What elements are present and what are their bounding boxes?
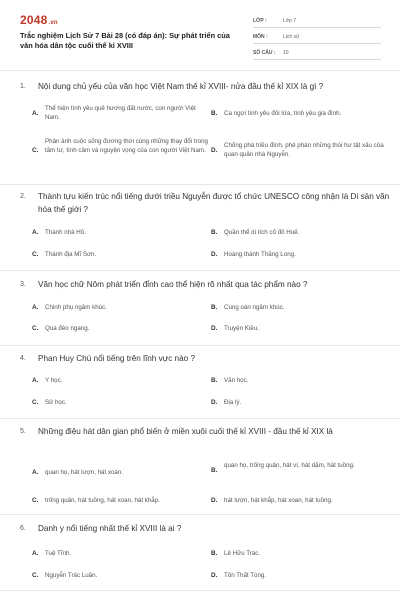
question-number: 6. — [20, 525, 26, 532]
option-letter: C. — [32, 251, 39, 258]
option-a[interactable] — [32, 104, 202, 122]
question-text — [20, 352, 390, 365]
divider — [0, 270, 400, 271]
option-b[interactable] — [211, 228, 391, 237]
option-text: Chống phá triều đình, phê phán những thói hư tật xấu của quan quân nhà Nguyễn. — [224, 142, 384, 158]
option-text: Tuệ Tĩnh. — [45, 550, 72, 557]
option-b[interactable] — [211, 376, 391, 385]
question-5 — [20, 425, 390, 511]
option-text: Thể hiện tình yêu quê hương đất nước, con người Việt Nam. — [45, 105, 196, 121]
option-a[interactable] — [32, 376, 202, 385]
question-text — [20, 80, 390, 93]
question-number: 3. — [20, 281, 26, 288]
question-number: 1. — [20, 83, 26, 90]
option-text: Truyện Kiều. — [224, 325, 259, 332]
option-d[interactable] — [211, 398, 391, 407]
option-letter: D. — [211, 497, 218, 504]
option-text: Qua đèo ngang. — [45, 325, 90, 332]
option-a[interactable] — [32, 303, 202, 312]
option-d[interactable] — [211, 496, 391, 505]
option-d[interactable] — [211, 324, 391, 333]
option-text: quan họ, hát lượn, hát xoan. — [45, 469, 124, 476]
option-d[interactable] — [211, 571, 391, 580]
option-text: Cung oán ngâm khúc. — [224, 304, 285, 311]
option-b[interactable] — [211, 549, 391, 558]
option-letter: B. — [211, 229, 218, 236]
option-c[interactable] — [32, 496, 212, 505]
option-letter: B. — [211, 467, 218, 474]
option-letter: B. — [211, 377, 218, 384]
option-letter: A. — [32, 469, 39, 476]
option-letter: C. — [32, 147, 39, 154]
option-text: Tôn Thất Tùng. — [224, 572, 267, 579]
option-letter: C. — [32, 497, 39, 504]
site-logo[interactable] — [20, 13, 58, 27]
question-stem: Thành tựu kiến trúc nổi tiếng dưới triều Nguyễn được tổ chức UNESCO công nhận là Di sản văn hóa thế giới ? — [38, 192, 390, 214]
question-text — [20, 278, 390, 291]
divider — [0, 70, 400, 71]
question-number: 2. — [20, 193, 26, 200]
meta-value: 10 — [283, 49, 289, 56]
divider — [0, 345, 400, 346]
option-text: Thánh địa Mĩ Sơn. — [45, 251, 97, 258]
option-c[interactable] — [32, 398, 202, 407]
option-b[interactable] — [211, 109, 391, 118]
option-letter: B. — [211, 550, 218, 557]
option-text: Thành nhà Hồ. — [45, 229, 86, 236]
option-text: Nguyễn Trác Luân. — [45, 572, 98, 579]
meta-value: Lớp 7 — [283, 17, 297, 24]
option-text: quan họ, trống quân, hát ví, hát dặm, hát tuồng. — [224, 462, 355, 469]
question-text — [20, 190, 390, 216]
option-text: trống quân, hát tuồng, hát xoan, hát khắp. — [45, 497, 160, 504]
option-text: Ca ngợi tình yêu đôi lứa, tình yêu gia đình. — [224, 110, 342, 117]
question-number: 4. — [20, 355, 26, 362]
option-text: Địa lý. — [224, 399, 242, 406]
question-stem: Nội dung chủ yếu của văn học Việt Nam thế kỉ XVIII- nửa đầu thế kỉ XIX là gì ? — [38, 82, 324, 91]
question-number: 5. — [20, 428, 26, 435]
logo-main: 2048 — [20, 13, 48, 27]
question-2 — [20, 190, 390, 268]
option-letter: D. — [211, 572, 218, 579]
option-letter: A. — [32, 229, 39, 236]
meta-row-subject — [253, 30, 381, 44]
option-letter: D. — [211, 399, 218, 406]
meta-row-count — [253, 46, 381, 60]
divider — [0, 184, 400, 185]
question-4 — [20, 352, 390, 414]
page-header — [0, 0, 400, 70]
option-letter: D. — [211, 147, 218, 154]
option-text: Chinh phụ ngâm khúc. — [45, 304, 107, 311]
option-letter: A. — [32, 304, 39, 311]
option-a[interactable] — [32, 468, 202, 477]
divider — [0, 514, 400, 515]
option-text: hát lượn, hát khắp, hát xoan, hát tuồng. — [224, 497, 333, 504]
meta-row-grade — [253, 14, 381, 28]
meta-label: SỐ CÂU : — [253, 49, 276, 56]
option-c[interactable] — [32, 571, 202, 580]
question-stem: Văn học chữ Nôm phát triển đỉnh cao thể hiện rõ nhất qua tác phẩm nào ? — [38, 280, 308, 289]
meta-label: MÔN : — [253, 33, 268, 40]
option-b[interactable] — [211, 461, 381, 474]
meta-info — [253, 14, 381, 62]
question-stem: Phan Huy Chú nổi tiếng trên lĩnh vực nào ? — [38, 354, 196, 363]
option-letter: B. — [211, 110, 218, 117]
option-b[interactable] — [211, 303, 391, 312]
option-a[interactable] — [32, 228, 202, 237]
option-text: Y học. — [45, 377, 63, 384]
option-text: Sử học. — [45, 399, 67, 406]
page-title: Trắc nghiệm Lịch Sử 7 Bài 28 (có đáp án): Sự phát triển của văn hóa dân tộc cuối thế kỉ XVIII — [20, 31, 230, 50]
option-c[interactable] — [32, 250, 202, 259]
question-text — [20, 522, 390, 535]
question-3 — [20, 278, 390, 340]
option-letter: A. — [32, 550, 39, 557]
question-text — [20, 425, 390, 438]
option-letter: A. — [32, 377, 39, 384]
option-letter: D. — [211, 325, 218, 332]
option-d[interactable] — [211, 250, 391, 259]
option-letter: A. — [32, 110, 39, 117]
option-c[interactable] — [32, 324, 202, 333]
option-letter: C. — [32, 572, 39, 579]
option-letter: C. — [32, 325, 39, 332]
question-stem: Danh y nổi tiếng nhất thế kỉ XVIII là ai ? — [38, 524, 182, 533]
option-text: Phản ánh cuộc sống đương thời cùng những thay đổi trong tâm tư, tình cảm và nguyện vọng của con người Việt Nam. — [45, 138, 208, 154]
question-1 — [20, 80, 390, 184]
divider — [0, 590, 400, 591]
option-text: Lê Hữu Trác. — [224, 550, 261, 557]
option-text: Quần thể di tích cố đô Huế. — [224, 229, 300, 236]
option-letter: C. — [32, 399, 39, 406]
option-text: Hoàng thành Thăng Long. — [224, 251, 296, 258]
logo-suffix: .vn — [48, 20, 58, 26]
divider — [0, 418, 400, 419]
option-text: Văn học. — [224, 377, 249, 384]
question-stem: Những điệu hát dân gian phổ biến ở miền xuôi cuối thế kỉ XVIII - đầu thế kỉ XIX là — [38, 427, 333, 436]
question-6 — [20, 522, 390, 584]
meta-label: LỚP : — [253, 17, 267, 24]
option-d[interactable] — [211, 141, 391, 159]
option-letter: B. — [211, 304, 218, 311]
option-letter: D. — [211, 251, 218, 258]
option-a[interactable] — [32, 549, 202, 558]
meta-value: Lịch sử — [283, 33, 300, 40]
option-c[interactable] — [32, 137, 210, 155]
